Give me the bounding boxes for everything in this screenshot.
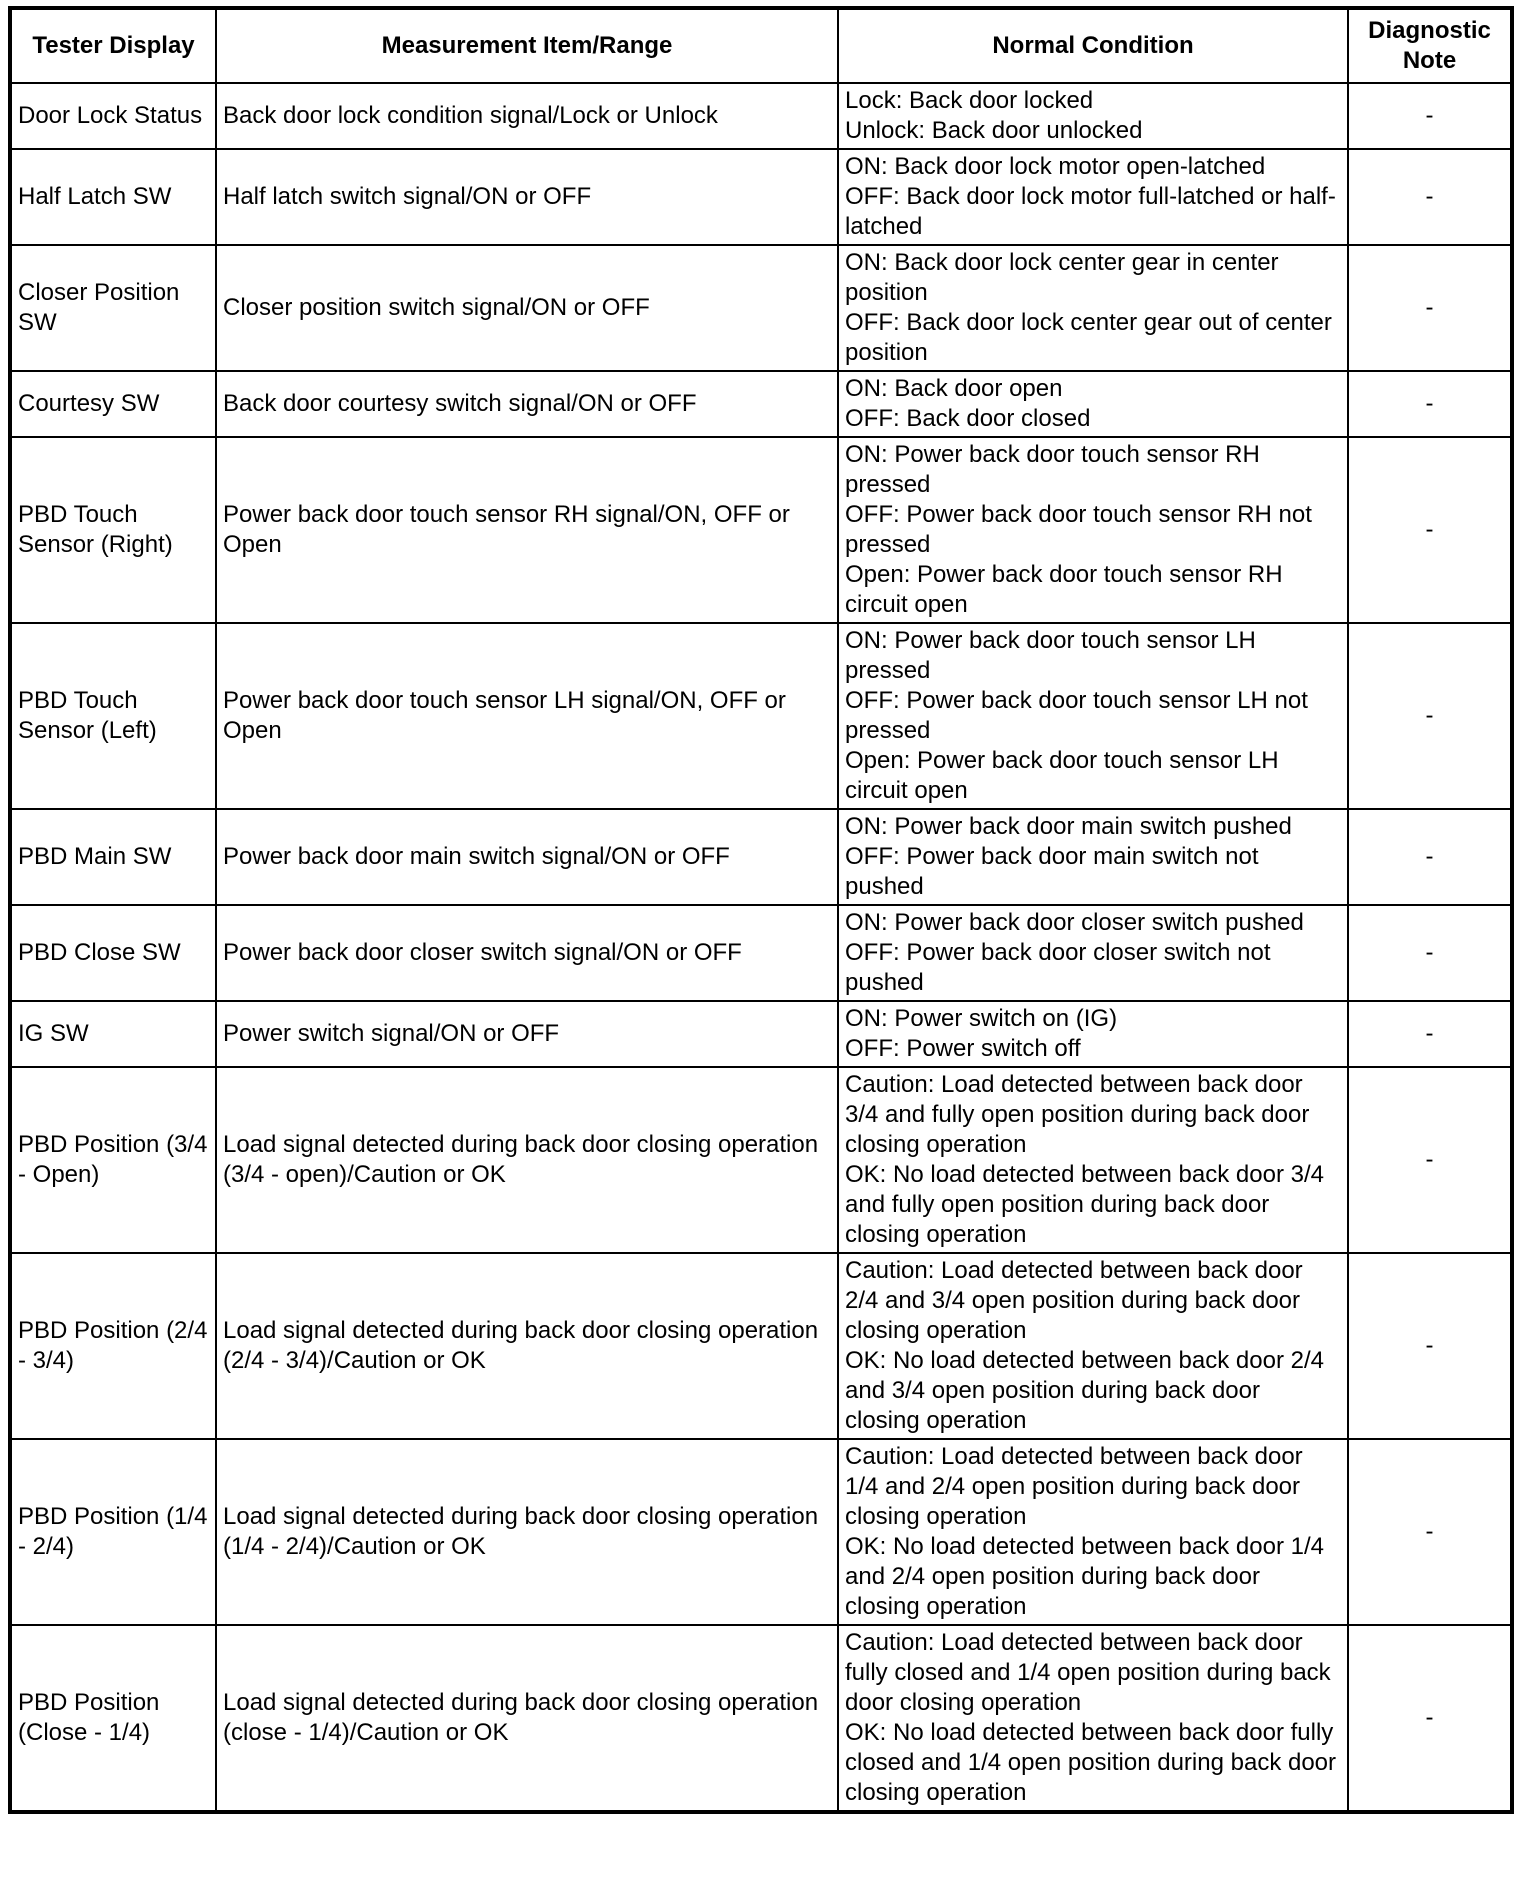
cell-tester-display: PBD Touch Sensor (Left) [10,623,216,809]
normal-condition-line: ON: Power back door closer switch pushed [845,909,1304,936]
table-row [10,371,1512,437]
cell-diagnostic-note: - [1348,437,1512,623]
normal-condition-line: OFF: Power switch off [845,1035,1081,1062]
cell-tester-display: PBD Main SW [10,809,216,905]
cell-measurement: Power back door main switch signal/ON or OFF [216,809,838,905]
cell-tester-display: Door Lock Status [10,83,216,149]
cell-normal-condition [838,1253,1348,1439]
cell-tester-display: Courtesy SW [10,371,216,437]
cell-tester-display: IG SW [10,1001,216,1067]
cell-diagnostic-note: - [1348,149,1512,245]
cell-measurement: Load signal detected during back door closing operation (1/4 - 2/4)/Caution or OK [216,1439,838,1625]
cell-measurement: Load signal detected during back door closing operation (3/4 - open)/Caution or OK [216,1067,838,1253]
cell-diagnostic-note: - [1348,1001,1512,1067]
cell-measurement: Closer position switch signal/ON or OFF [216,245,838,371]
cell-measurement: Half latch switch signal/ON or OFF [216,149,838,245]
cell-measurement: Load signal detected during back door closing operation (close - 1/4)/Caution or OK [216,1625,838,1812]
normal-condition-line: OK: No load detected between back door 2/4 and 3/4 open position during back door closing operation [845,1347,1324,1434]
normal-condition-line: Open: Power back door touch sensor RH circuit open [845,561,1283,618]
header-tester-display: Tester Display [10,8,216,83]
header-diagnostic-note: Diagnostic Note [1348,8,1512,83]
normal-condition-line: OK: No load detected between back door fully closed and 1/4 open position during back door closing operation [845,1719,1337,1806]
table-row [10,1067,1512,1253]
normal-condition-line: Lock: Back door locked [845,87,1094,114]
cell-normal-condition [838,1625,1348,1812]
normal-condition-line: ON: Back door open [845,375,1063,402]
cell-measurement: Back door lock condition signal/Lock or Unlock [216,83,838,149]
table-row [10,1253,1512,1439]
cell-normal-condition [838,83,1348,149]
table-row [10,149,1512,245]
normal-condition-line: Caution: Load detected between back door 2/4 and 3/4 open position during back door closing operation [845,1257,1303,1344]
cell-normal-condition [838,1067,1348,1253]
table-row [10,809,1512,905]
normal-condition-line: OFF: Power back door main switch not pushed [845,843,1259,900]
cell-normal-condition [838,245,1348,371]
table-row [10,245,1512,371]
cell-diagnostic-note: - [1348,905,1512,1001]
cell-normal-condition [838,371,1348,437]
cell-diagnostic-note: - [1348,83,1512,149]
normal-condition-line: OFF: Power back door closer switch not pushed [845,939,1271,996]
cell-normal-condition [838,623,1348,809]
normal-condition-line: OFF: Back door lock center gear out of center position [845,309,1332,366]
normal-condition-line: OK: No load detected between back door 3/4 and fully open position during back door closing operation [845,1161,1324,1248]
normal-condition-line: OFF: Back door closed [845,405,1091,432]
normal-condition-line: OFF: Back door lock motor full-latched or half-latched [845,183,1336,240]
cell-normal-condition [838,1439,1348,1625]
normal-condition-line: OK: No load detected between back door 1/4 and 2/4 open position during back door closing operation [845,1533,1324,1620]
table-body [10,83,1512,1812]
header-normal-condition: Normal Condition [838,8,1348,83]
table-row [10,623,1512,809]
normal-condition-line: Open: Power back door touch sensor LH circuit open [845,747,1279,804]
cell-normal-condition [838,437,1348,623]
cell-tester-display: PBD Close SW [10,905,216,1001]
cell-tester-display: Closer Position SW [10,245,216,371]
cell-measurement: Power back door touch sensor RH signal/ON, OFF or Open [216,437,838,623]
normal-condition-line: ON: Power back door touch sensor RH pressed [845,441,1260,498]
header-measurement: Measurement Item/Range [216,8,838,83]
normal-condition-line: Unlock: Back door unlocked [845,117,1143,144]
table-row [10,905,1512,1001]
normal-condition-line: Caution: Load detected between back door fully closed and 1/4 open position during back door closing operation [845,1629,1331,1716]
table-row [10,83,1512,149]
cell-measurement: Load signal detected during back door closing operation (2/4 - 3/4)/Caution or OK [216,1253,838,1439]
cell-tester-display: PBD Position (Close - 1/4) [10,1625,216,1812]
cell-normal-condition [838,809,1348,905]
normal-condition-line: ON: Power switch on (IG) [845,1005,1118,1032]
table-row [10,1001,1512,1067]
table-row [10,1625,1512,1812]
table-header-row [10,8,1512,83]
normal-condition-line: ON: Back door lock motor open-latched [845,153,1266,180]
cell-diagnostic-note: - [1348,1067,1512,1253]
data-list-table [8,6,1514,1814]
cell-tester-display: PBD Position (3/4 - Open) [10,1067,216,1253]
cell-measurement: Back door courtesy switch signal/ON or OFF [216,371,838,437]
normal-condition-line: OFF: Power back door touch sensor LH not pressed [845,687,1308,744]
cell-diagnostic-note: - [1348,623,1512,809]
normal-condition-line: ON: Back door lock center gear in center position [845,249,1279,306]
normal-condition-line: ON: Power back door main switch pushed [845,813,1292,840]
cell-measurement: Power back door touch sensor LH signal/ON, OFF or Open [216,623,838,809]
cell-tester-display: PBD Touch Sensor (Right) [10,437,216,623]
cell-measurement: Power back door closer switch signal/ON or OFF [216,905,838,1001]
table-row [10,1439,1512,1625]
table-row [10,437,1512,623]
cell-diagnostic-note: - [1348,1625,1512,1812]
cell-tester-display: Half Latch SW [10,149,216,245]
normal-condition-line: Caution: Load detected between back door 1/4 and 2/4 open position during back door closing operation [845,1443,1303,1530]
cell-diagnostic-note: - [1348,245,1512,371]
normal-condition-line: Caution: Load detected between back door 3/4 and fully open position during back door closing operation [845,1071,1310,1158]
cell-diagnostic-note: - [1348,809,1512,905]
normal-condition-line: ON: Power back door touch sensor LH pressed [845,627,1256,684]
cell-normal-condition [838,1001,1348,1067]
cell-tester-display: PBD Position (1/4 - 2/4) [10,1439,216,1625]
cell-normal-condition [838,149,1348,245]
normal-condition-line: OFF: Power back door touch sensor RH not pressed [845,501,1312,558]
cell-measurement: Power switch signal/ON or OFF [216,1001,838,1067]
cell-tester-display: PBD Position (2/4 - 3/4) [10,1253,216,1439]
cell-diagnostic-note: - [1348,1439,1512,1625]
cell-normal-condition [838,905,1348,1001]
cell-diagnostic-note: - [1348,371,1512,437]
cell-diagnostic-note: - [1348,1253,1512,1439]
